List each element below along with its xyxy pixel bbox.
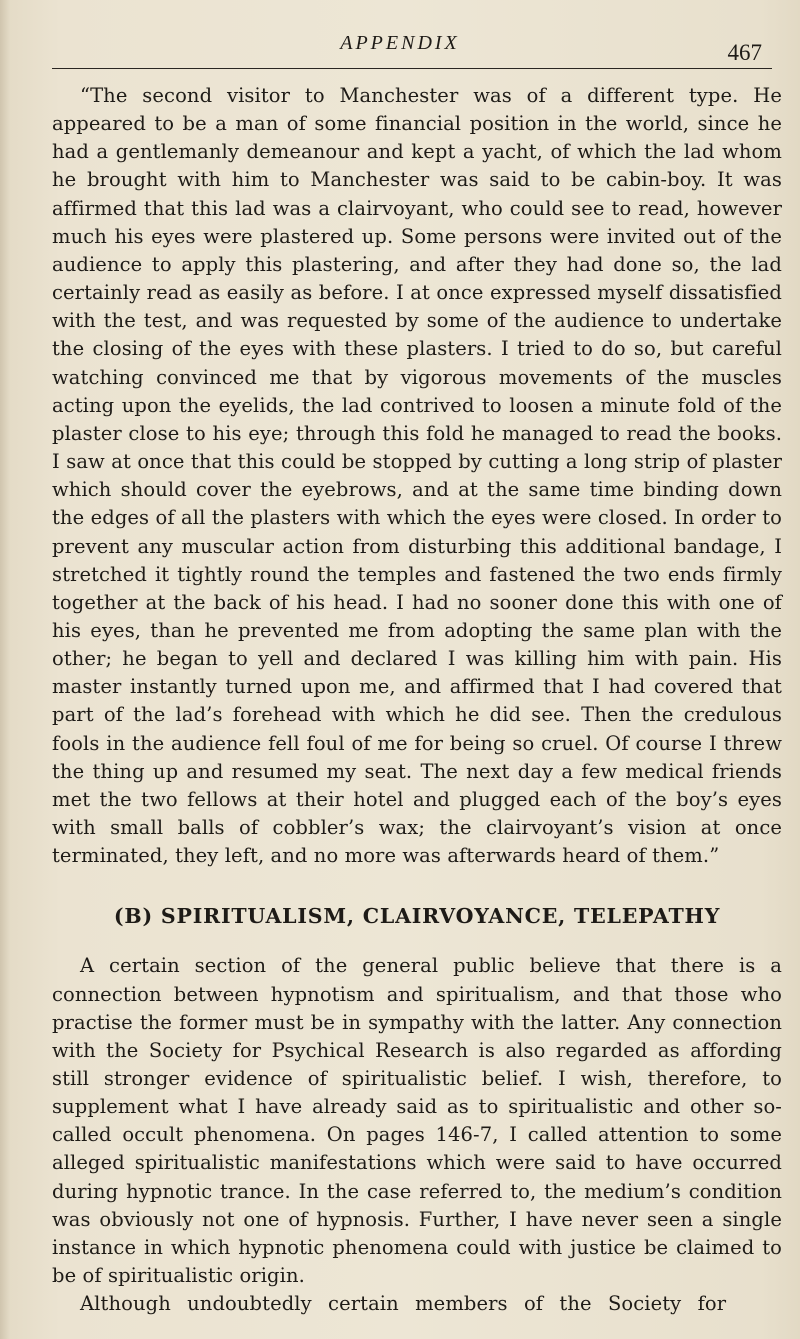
body-text [52,82,782,1318]
running-head: APPENDIX [340,32,460,54]
section-heading: (B) SPIRITUALISM, CLAIRVOYANCE, TELEPATHY [113,904,721,929]
section-paragraph-continued: Although undoubtedly certain members of the Society for [80,1292,727,1316]
quoted-paragraph: “The second visitor to Manchester was of a different type. He appeared to be a man of some financial position in the world, since he had a gentlemanly demeanour and kept a yacht, of which the lad whom he brought with him to Manchester was said to be cabin-boy. It was affirmed that this lad was a clairvoyant, who could see to read, however much his eyes were plastered up. Some persons were invited out of the audience to apply this plastering, and after they had done so, the lad certainly read as easily as before. I at once expressed myself dissatisfied with the test, and was requested by some of the audience to undertake the closing of the eyes with these plasters. I tried to do so, but careful watching convinced me that by vigorous movements of the muscles acting upon the eyelids, the lad contrived to loosen a minute fold of the plaster close to his eye; through this fold he managed to read the books. I saw at once that this could be stopped by cutting a long strip of plaster which should cover the eyebrows, and at the same time binding down the edges of all the plasters with which the eyes were closed. In order to prevent any muscular action from disturbing this additional bandage, I stretched it tightly round the temples and fastened the two ends firmly together at the back of his head. I had no sooner done this with one of his eyes, than he prevented me from adopting the same plan with the other; he began to yell and declared I was killing him with pain. His master instantly turned upon me, and affirmed that I had covered that part of the lad’s forehead with which he did see. Then the credulous fools in the audience fell foul of me for being so cruel. Of course I threw the thing up and resumed my seat. The next day a few medical friends met the two fellows at their hotel and plugged each of the boy’s eyes with small balls of cobbler’s wax; the clairvoyant’s vision at once terminated, they left, and no more was afterwards heard of them.” [52,84,782,868]
page-number: 467 [727,40,762,65]
section-paragraph: A certain section of the general public believe that there is a connection between hypnotism and spiritualism, and that those who practise the former must be in sympathy with the latter. Any connection with the Society for Psychical Research is also regarded as affording still stronger evidence of spiritualistic belief. I wish, therefore, to supplement what I have already said as to spiritualistic and other so-called occult phenomena. On pages 146-7, I called attention to some alleged spiritualistic manifestations which were said to have occurred during hypnotic trance. In the case referred to, the medium’s condition was obviously not one of hypnosis. Further, I have never seen a single instance in which hypnotic phenomena could with justice be claimed to be of spiritualistic origin. [52,954,782,1288]
page-header [0,30,800,66]
header-rule [52,68,772,69]
page-edge-shadow [0,0,10,1339]
